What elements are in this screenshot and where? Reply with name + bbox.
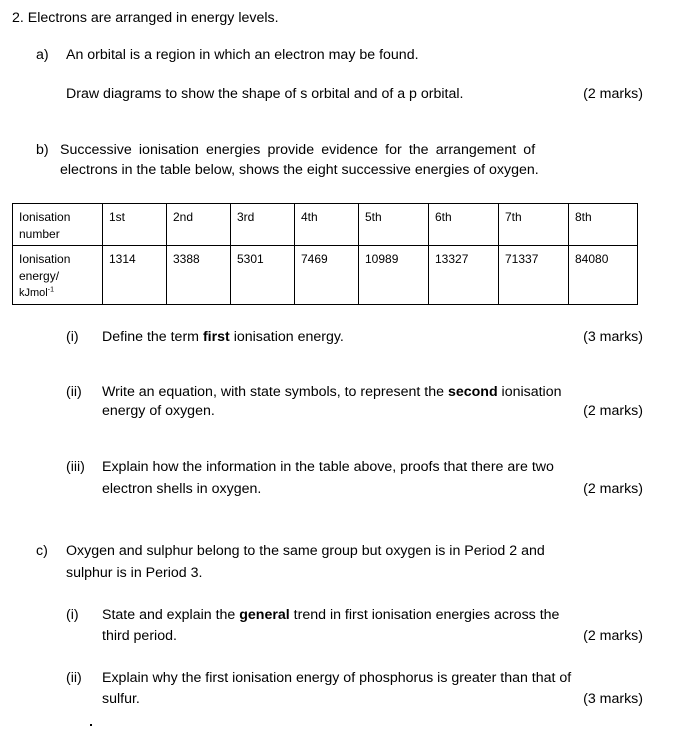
table-cell: 13327: [429, 246, 499, 305]
part-a-letter: a): [36, 47, 49, 63]
table-cell: 3rd: [231, 204, 295, 246]
part-b-line1: Successive ionisation energies provide evidence for the arrangement of: [60, 142, 536, 158]
table-cell: 1st: [103, 204, 167, 246]
question-heading: 2. Electrons are arranged in energy levels.: [12, 10, 279, 26]
table-row-ionisation-number: [13, 204, 638, 246]
table-cell: 10989: [359, 246, 429, 305]
part-b-iii-marks: (2 marks): [583, 481, 643, 497]
part-b-iii-line2: electron shells in oxygen.: [102, 481, 262, 497]
part-b-ii-line2: energy of oxygen.: [102, 403, 215, 419]
label-line: Ionisation: [19, 210, 71, 224]
part-b-i-num: (i): [66, 329, 79, 345]
label-line: number: [19, 227, 60, 241]
unit-label: kJmol$^{-1}$: [19, 286, 54, 299]
part-c-i-line1: State and explain the general trend in first ionisation energies across the: [102, 607, 560, 623]
table-cell: 5301: [231, 246, 295, 305]
label-line: energy/: [19, 269, 60, 283]
part-c-line1: Oxygen and sulphur belong to the same group but oxygen is in Period 2 and: [66, 543, 545, 559]
table-cell: 7469: [295, 246, 359, 305]
part-c-ii-marks: (3 marks): [583, 691, 643, 707]
row-label-ionisation-energy: [13, 246, 103, 305]
stray-mark: [90, 724, 92, 726]
table-cell: 4th: [295, 204, 359, 246]
part-c-i-marks: (2 marks): [583, 628, 643, 644]
table-cell: 2nd: [167, 204, 231, 246]
table-cell: 3388: [167, 246, 231, 305]
table-cell: 84080: [569, 246, 638, 305]
part-c-i-line2: third period.: [102, 628, 177, 644]
part-c-ii-line2: sulfur.: [102, 691, 140, 707]
part-b-iii-line1: Explain how the information in the table above, proofs that there are two: [102, 459, 554, 475]
ionisation-energy-table: [12, 203, 638, 305]
table-cell: 71337: [499, 246, 569, 305]
table-cell: 1314: [103, 246, 167, 305]
part-a-line1: An orbital is a region in which an electron may be found.: [66, 47, 419, 63]
part-b-iii-num: (iii): [66, 459, 85, 475]
part-c-letter: c): [36, 543, 48, 559]
part-b-ii-num: (ii): [66, 384, 82, 400]
part-c-line2: sulphur is in Period 3.: [66, 565, 203, 581]
table-cell: 8th: [569, 204, 638, 246]
part-b-i-text: Define the term first ionisation energy.: [102, 329, 344, 345]
part-b-letter: b): [36, 142, 49, 158]
table-cell: 5th: [359, 204, 429, 246]
part-b-ii-marks: (2 marks): [583, 403, 643, 419]
part-c-i-num: (i): [66, 607, 79, 623]
part-c-ii-line1: Explain why the first ionisation energy of phosphorus is greater than that of: [102, 670, 572, 686]
table-cell: 7th: [499, 204, 569, 246]
part-b-line2: electrons in the table below, shows the eight successive energies of oxygen.: [60, 162, 539, 178]
table-cell: 6th: [429, 204, 499, 246]
label-line: Ionisation: [19, 252, 71, 266]
part-c-ii-num: (ii): [66, 670, 82, 686]
table-row-ionisation-energy: [13, 246, 638, 305]
part-b-ii-line1: Write an equation, with state symbols, to represent the second ionisation: [102, 384, 562, 400]
row-label-ionisation-number: [13, 204, 103, 246]
part-a-line2: Draw diagrams to show the shape of s orbital and of a p orbital.: [66, 86, 464, 102]
part-b-i-marks: (3 marks): [583, 329, 643, 345]
part-a-marks: (2 marks): [583, 86, 643, 102]
